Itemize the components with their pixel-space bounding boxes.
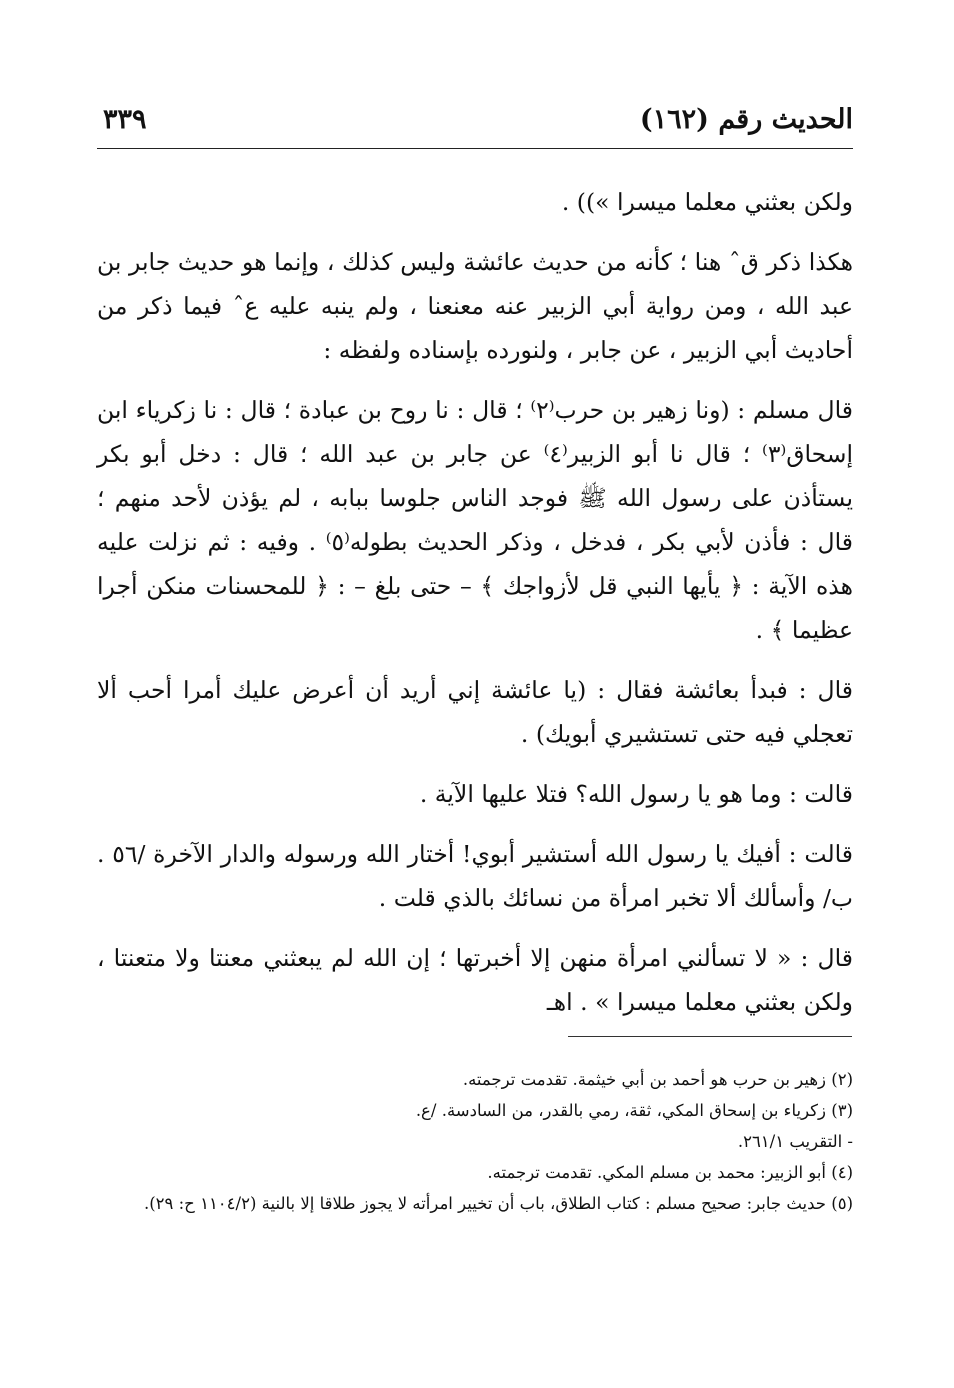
paragraph: قالت : وما هو يا رسول الله؟ فتلا عليها الآية . — [419, 780, 853, 808]
header-title: الحديث رقم (١٦٢) — [639, 104, 853, 135]
paragraph: قال مسلم : (ونا زهير بن حرب⁽٢⁾ ؛ قال : نا روح بن عبادة ؛ قال : نا زكرياء ابن إسحاق⁽٣⁾ ؛ قال نا أبو الزبير⁽٤⁾ عن جابر بن عبد الله ؛ قال : دخل أبو بكر يستأذن على رسول الله ﷺ فوجد الناس جلوسا ببابه ، لم يؤذن لأحد منهم ؛ قال : فأذن لأبي بكر ، فدخل ، وذكر الحديث بطوله⁽٥⁾ . وفيه : ثم نزلت عليه هذه الآية : ﴿ يأيها النبي قل لأزواجك ﴾ – حتى بلغ – : ﴿ للمحسنات منكن أجرا عظيما ﴾ . — [97, 396, 854, 644]
main-text — [97, 180, 853, 1040]
footnote: - التقريب ٢٦١/١. — [737, 1132, 853, 1151]
footnote: (٢) زهير بن حرب هو أحمد بن أبي خيثمة. تقدمت ترجمته. — [462, 1070, 853, 1089]
paragraph: قالت : أفيك يا رسول الله أستشير أبوي! أختار الله ورسوله والدار الآخرة /٥٦ . ب/ وأسألك ألا تخبر امرأة من نسائك بالذي قلت . — [97, 840, 853, 912]
running-header — [97, 98, 853, 149]
paragraph: هكذا ذكر قˆ هنا ؛ كأنه من حديث عائشة وليس كذلك ، وإنما هو حديث جابر بن عبد الله ، ومن رواية أبي الزبير عنه معنعنا ، ولم ينبه عليه عˆ فيما ذكر من أحاديث أبي الزبير ، عن جابر ، ولنورده بإسناده ولفظه : — [97, 248, 853, 364]
footnote: (٤) أبو الزبير: محمد بن مسلم المكي. تقدمت ترجمته. — [487, 1163, 853, 1182]
footnote: (٣) زكرياء بن إسحاق المكي، ثقة، رمي بالقدر، من السادسة. /ع. — [415, 1101, 853, 1120]
page-number: ٣٣٩ — [103, 104, 147, 135]
footnotes — [97, 1064, 853, 1219]
paragraph: ولكن بعثني معلما ميسرا »)) . — [561, 188, 853, 216]
paragraph: قال : فبدأ بعائشة فقال : (يا عائشة إني أريد أن أعرض عليك أمرا أحب ألا تعجلي فيه حتى تستشيري أبويك) . — [97, 676, 853, 748]
footnote-divider — [568, 1036, 852, 1037]
paragraph: قال : « لا تسألني امرأة منهن إلا أخبرتها ؛ إن الله لم يبعثني معنتا ولا متعنتا ، ولكن بعثني معلما ميسرا » . اهـ — [97, 944, 853, 1016]
footnote: (٥) حديث جابر: صحيح مسلم : كتاب الطلاق، باب أن تخيير امرأته لا يجوز طلاقا إلا بالنية (١١٠٤/٢ ح: ٢٩). — [143, 1194, 853, 1213]
